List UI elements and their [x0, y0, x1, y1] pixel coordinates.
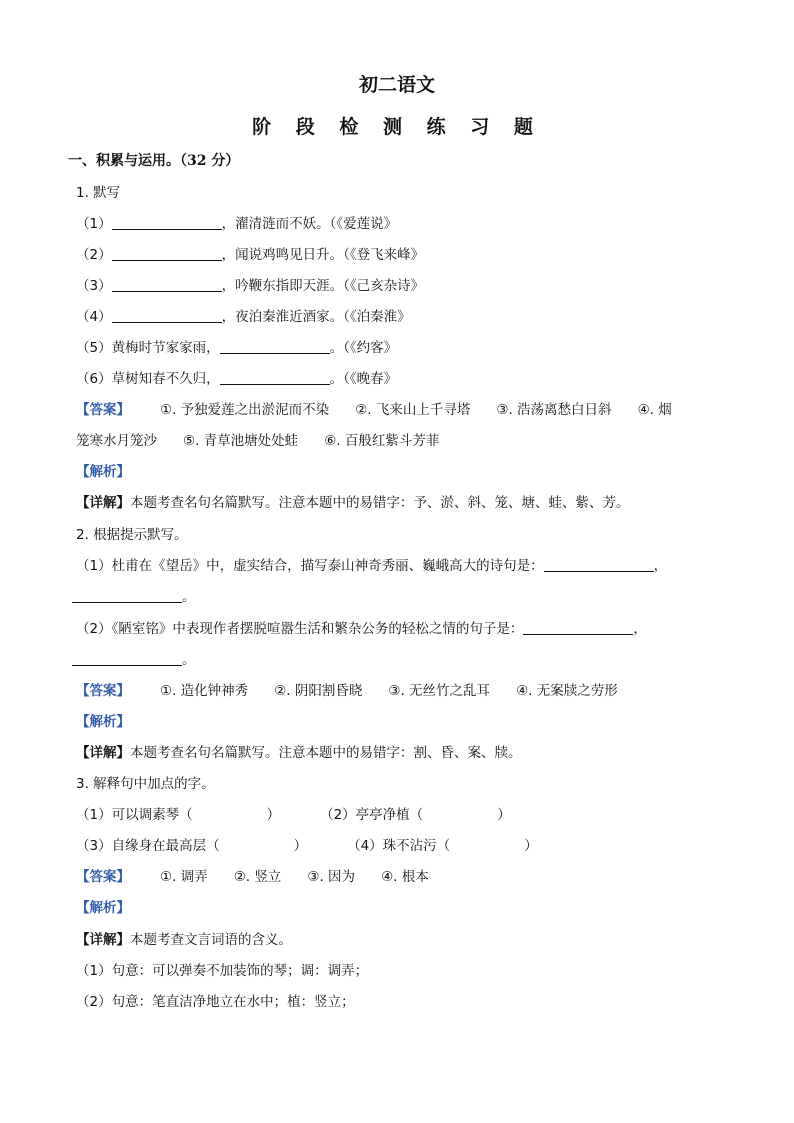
- q1-item-3: （3） ，吟鞭东指即天涯。（《己亥杂诗》: [76, 278, 425, 294]
- q1-item-4: （4） ，夜泊秦淮近酒家。（《泊秦淮》: [76, 309, 411, 325]
- answer-blank: [523, 620, 633, 635]
- document-subtitle: 阶 段 检 测 练 习 题: [252, 116, 542, 138]
- answer-tag: 【答案】: [76, 683, 130, 699]
- q1-answer-line-2: 笼寒水月笼沙 ⑤. 青草池塘处处蛙 ⑥. 百般红紫斗芳菲: [76, 433, 440, 449]
- analysis-tag: 【解析】: [76, 900, 130, 916]
- document-title: 初二语文: [358, 74, 435, 96]
- answer-tag: 【答案】: [76, 402, 130, 418]
- q2-heading: 2. 根据提示默写。: [76, 527, 188, 543]
- q3-heading: 3. 解释句中加点的字。: [76, 776, 215, 792]
- q2-answer-line: 【答案】 ①. 造化钟神秀 ②. 阴阳割昏晓 ③. 无丝竹之乱耳 ④. 无案牍之劳形: [76, 683, 618, 699]
- q3-row-1: （1）可以调素琴（ ） （2）亭亭净植（ ）: [76, 807, 511, 823]
- q3-row-2: （3）自缘身在最高层（ ） （4）珠不沾污（ ）: [76, 838, 538, 854]
- answer-blank: [220, 339, 330, 354]
- q3-explanation-2: （2）句意：笔直洁净地立在水中；植：竖立；: [76, 994, 355, 1010]
- answer-blank: [112, 277, 222, 292]
- q1-item-6: （6）草树知春不久归， 。（《晚春》: [76, 371, 398, 387]
- answer-blank: [112, 246, 222, 261]
- q1-detail: 【详解】本题考查名句名篇默写。注意本题中的易错字：予、淤、斜、笼、塘、蛙、紫、芳。: [76, 495, 630, 511]
- q1-item-5: （5）黄梅时节家家雨， 。（《约客》: [76, 340, 398, 356]
- answer-blank: [112, 215, 222, 230]
- q2-item-2-cont: 。: [72, 651, 196, 669]
- q1-answer-line: 【答案】 ①. 予独爱莲之出淤泥而不染 ②. 飞来山上千寻塔 ③. 浩荡离愁白日斜 ④. 烟: [76, 402, 672, 418]
- q2-item-1-cont: 。: [72, 588, 196, 606]
- q2-item-1: （1）杜甫在《望岳》中，虚实结合，描写泰山神奇秀丽、巍峨高大的诗句是： ，: [76, 558, 668, 574]
- answer-tag: 【答案】: [76, 869, 130, 885]
- answer-blank: [544, 557, 654, 572]
- q1-item-2: （2） ，闻说鸡鸣见日升。（《登飞来峰》: [76, 247, 425, 263]
- q2-detail: 【详解】本题考查名句名篇默写。注意本题中的易错字：割、昏、案、牍。: [76, 745, 522, 761]
- answer-blank: [112, 308, 222, 323]
- section-heading: 一、积累与运用。（32 分）: [68, 153, 240, 169]
- analysis-tag: 【解析】: [76, 464, 130, 480]
- answer-blank: [72, 588, 182, 603]
- q3-explanation-1: （1）句意：可以弹奏不加装饰的琴；调：调弄；: [76, 963, 369, 979]
- answer-blank: [72, 651, 182, 666]
- q3-detail: 【详解】本题考查文言词语的含义。: [76, 932, 292, 948]
- analysis-tag: 【解析】: [76, 714, 130, 730]
- q2-item-2: （2）《陋室铭》中表现作者摆脱喧嚣生活和繁杂公务的轻松之情的句子是： ，: [76, 621, 647, 637]
- answer-blank: [220, 370, 330, 385]
- q1-item-1: （1） ，濯清涟而不妖。（《爱莲说》: [76, 216, 398, 232]
- q3-answer-line: 【答案】 ①. 调弄 ②. 竖立 ③. 因为 ④. 根本: [76, 869, 429, 885]
- q1-heading: 1. 默写: [76, 185, 121, 201]
